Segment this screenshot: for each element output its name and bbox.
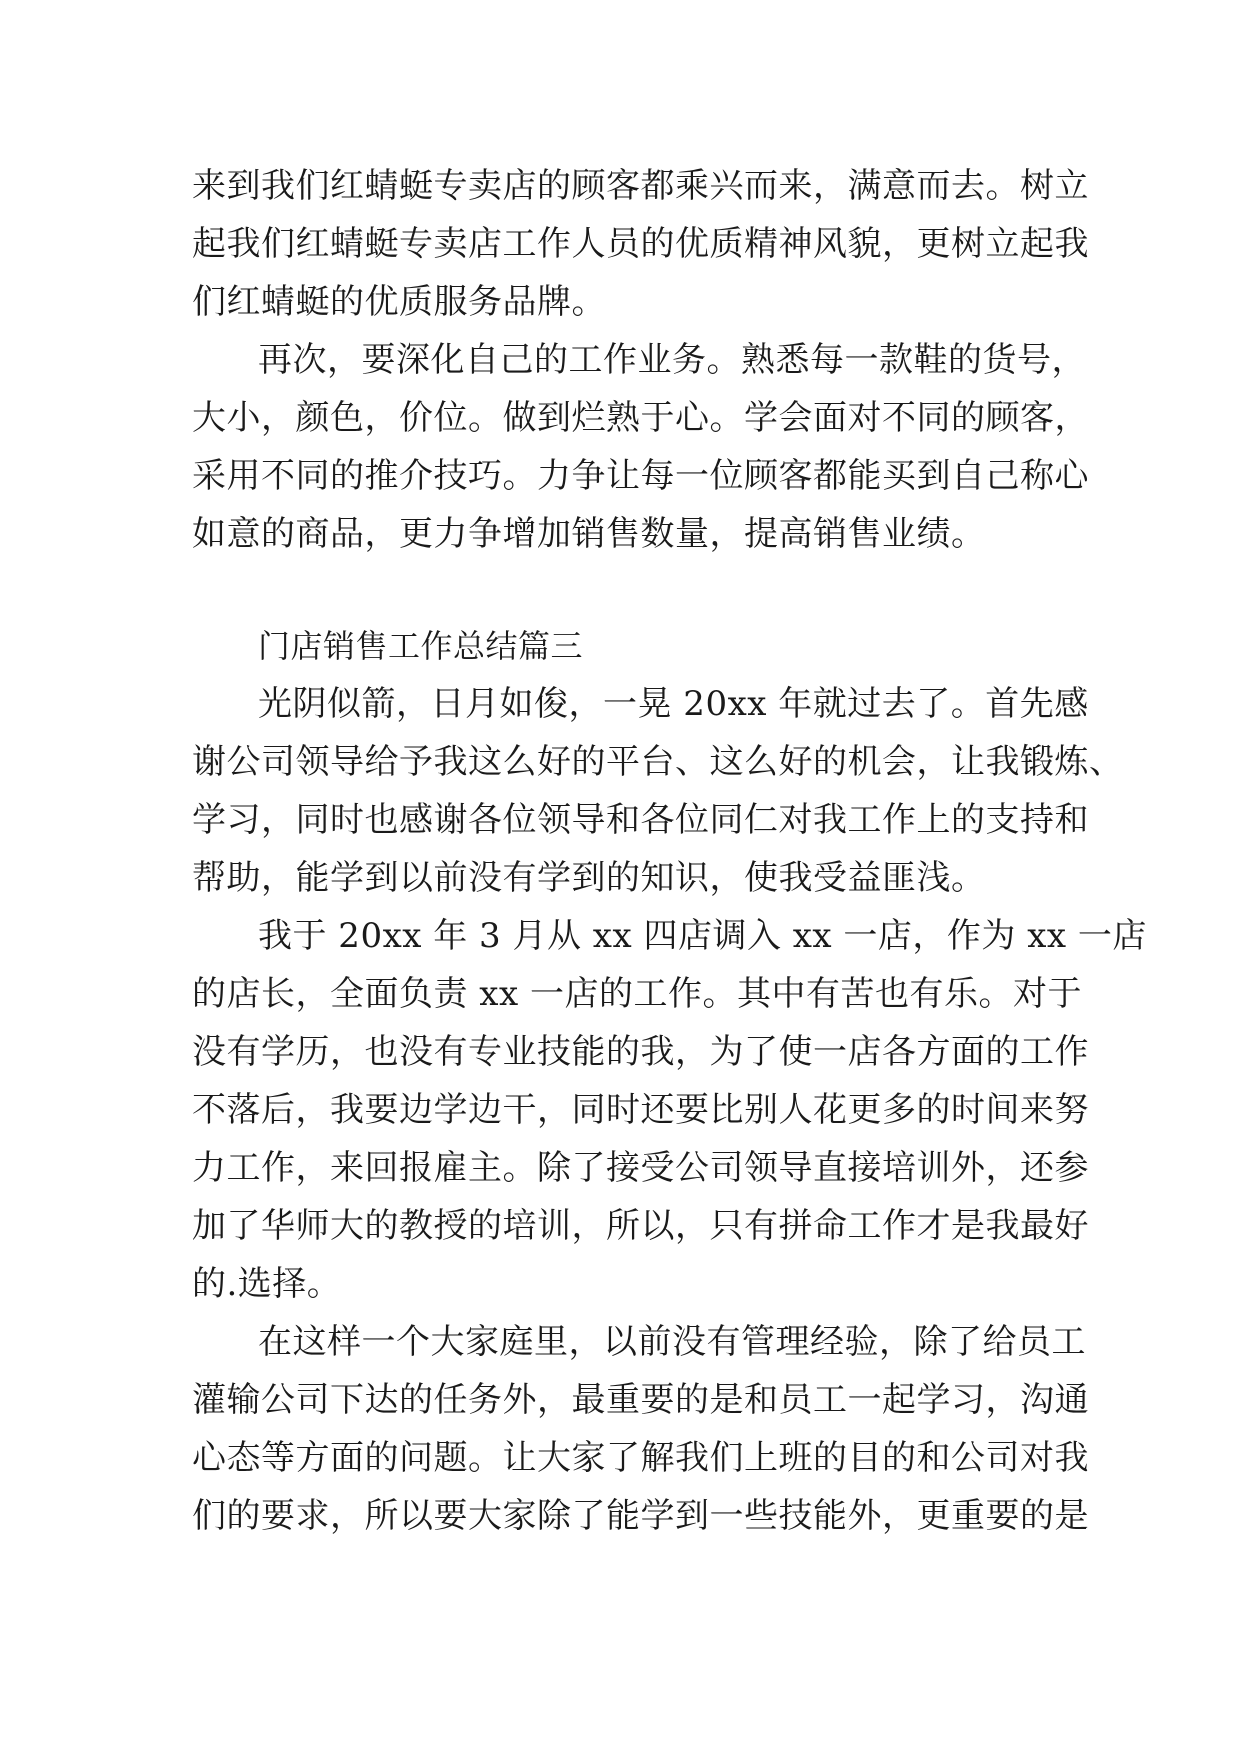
section-heading: 门店销售工作总结篇三 bbox=[258, 627, 584, 665]
text-line: 如意的商品，更力争增加销售数量，提高销售业绩。 bbox=[192, 514, 986, 554]
paragraph-first-line: 光阴似箭，日月如俊，一晃 20xx 年就过去了。首先感 bbox=[258, 684, 1089, 724]
text-line: 不落后，我要边学边干，同时还要比别人花更多的时间来努 bbox=[192, 1090, 1089, 1130]
text-line: 没有学历，也没有专业技能的我，为了使一店各方面的工作 bbox=[192, 1032, 1089, 1072]
paragraph-first-line: 我于 20xx 年 3 月从 xx 四店调入 xx 一店，作为 xx 一店 bbox=[258, 916, 1147, 956]
text-line: 来到我们红蜻蜓专卖店的顾客都乘兴而来，满意而去。树立 bbox=[192, 166, 1089, 206]
text-line: 大小，颜色，价位。做到烂熟于心。学会面对不同的顾客， bbox=[192, 398, 1089, 438]
text-line: 加了华师大的教授的培训，所以，只有拼命工作才是我最好 bbox=[192, 1206, 1089, 1246]
text-line: 们红蜻蜓的优质服务品牌。 bbox=[192, 282, 606, 322]
text-line: 的店长，全面负责 xx 一店的工作。其中有苦也有乐。对于 bbox=[192, 974, 1082, 1014]
text-line: 的.选择。 bbox=[192, 1264, 342, 1304]
text-line: 帮助，能学到以前没有学到的知识，使我受益匪浅。 bbox=[192, 858, 986, 898]
paragraph-first-line: 再次，要深化自己的工作业务。熟悉每一款鞋的货号， bbox=[258, 340, 1086, 380]
text-line: 们的要求，所以要大家除了能学到一些技能外，更重要的是 bbox=[192, 1496, 1089, 1536]
text-line: 心态等方面的问题。让大家了解我们上班的目的和公司对我 bbox=[192, 1438, 1089, 1478]
text-line: 灌输公司下达的任务外，最重要的是和员工一起学习，沟通 bbox=[192, 1380, 1089, 1420]
text-line: 谢公司领导给予我这么好的平台、这么好的机会，让我锻炼、 bbox=[192, 742, 1124, 782]
text-line: 采用不同的推介技巧。力争让每一位顾客都能买到自己称心 bbox=[192, 456, 1089, 496]
text-line: 起我们红蜻蜓专卖店工作人员的优质精神风貌，更树立起我 bbox=[192, 224, 1089, 264]
text-line: 力工作，来回报雇主。除了接受公司领导直接培训外，还参 bbox=[192, 1148, 1089, 1188]
paragraph-first-line: 在这样一个大家庭里，以前没有管理经验，除了给员工 bbox=[258, 1322, 1086, 1362]
text-line: 学习，同时也感谢各位领导和各位同仁对我工作上的支持和 bbox=[192, 800, 1089, 840]
